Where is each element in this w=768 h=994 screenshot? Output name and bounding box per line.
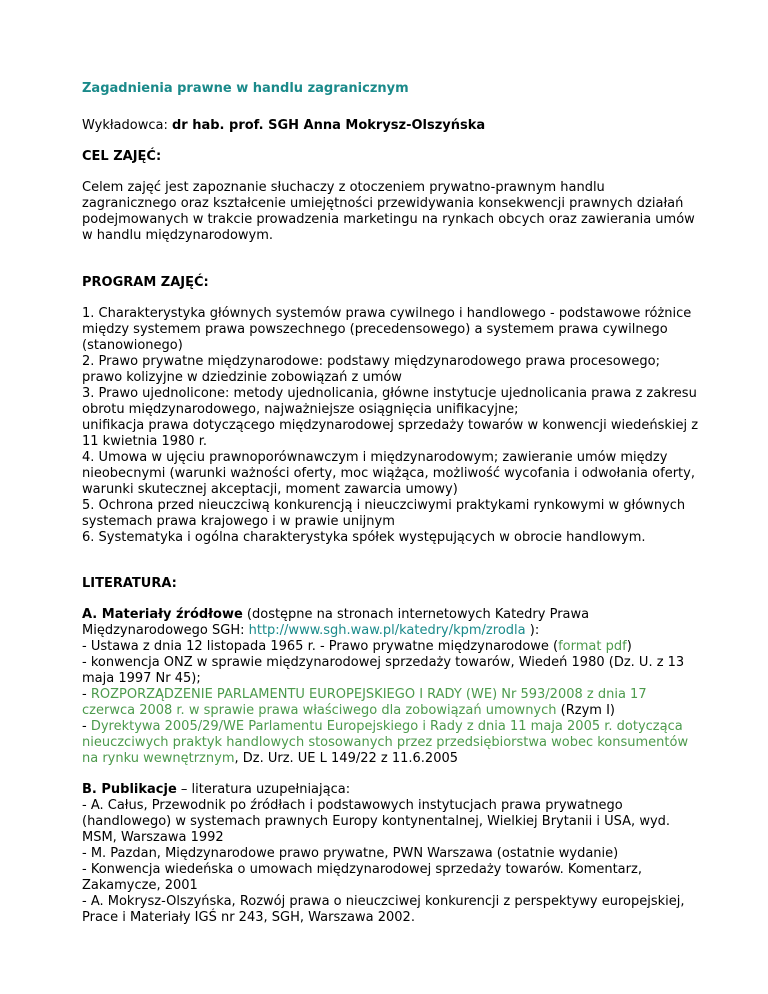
source-item-2: - konwencja ONZ w sprawie międzynarodowej sprzedaży towarów, Wiedeń 1980 (Dz. U. z 13 maja 1997 Nr 45); bbox=[82, 655, 685, 686]
page-title: Zagadnienia prawne w handlu zagranicznym bbox=[82, 81, 409, 96]
publications-label: B. Publikacje bbox=[82, 782, 177, 797]
program-list bbox=[82, 306, 702, 546]
sources-label: A. Materiały źródłowe bbox=[82, 607, 243, 622]
literature-heading: LITERATURA: bbox=[82, 576, 177, 591]
program-item-1: 1. Charakterystyka głównych systemów prawa cywilnego i handlowego - podstawowe różnice między systemem prawa powszechnego (precedensowego) a systemem prawa cywilnego (stanowionego) bbox=[82, 306, 692, 353]
program-item-3: 3. Prawo ujednolicone: metody ujednolicania, główne instytucje ujednolicania prawa z zakresu obrotu międzynarodowego, najważniejsze osiągnięcia unifikacyjne; bbox=[82, 386, 697, 417]
sources-url-link[interactable]: http://www.sgh.waw.pl/katedry/kpm/zrodla bbox=[248, 623, 526, 638]
publication-item: - A. Całus, Przewodnik po źródłach i podstawowych instytucjach prawa prywatnego (handlowego) w systemach prawnych Europy kontynentalnej, Wielkiej Brytanii i USA, wyd. MSM, Warszawa 1992 bbox=[82, 798, 671, 845]
publication-item: - Konwencja wiedeńska o umowach międzynarodowej sprzedaży towarów. Komentarz, Zakamycze, 2001 bbox=[82, 862, 642, 893]
publications-block bbox=[82, 782, 702, 926]
program-item-5: 5. Ochrona przed nieuczciwą konkurencją i nieuczciwymi praktykami rynkowymi w głównych systemach prawa krajowego i w prawie unijnym bbox=[82, 498, 686, 529]
source-item-3-end: (Rzym I) bbox=[556, 703, 615, 718]
goal-heading: CEL ZAJĘĆ: bbox=[82, 149, 162, 164]
sources-block bbox=[82, 607, 702, 767]
program-item-3-cont: unifikacja prawa dotyczącego międzynarodowej sprzedaży towarów w konwencji wiedeńskiej z 11 kwietnia 1980 r. bbox=[82, 418, 699, 449]
program-item-2: 2. Prawo prywatne międzynarodowe: podstawy międzynarodowego prawa procesowego; prawo kolizyjne w dziedzinie zobowiązań z umów bbox=[82, 354, 660, 385]
program-item-6: 6. Systematyka i ogólna charakterystyka spółek występujących w obrocie handlowym. bbox=[82, 530, 646, 545]
source-item-4 bbox=[82, 719, 702, 767]
goal-text: Celem zajęć jest zapoznanie słuchaczy z otoczeniem prywatno-prawnym handlu zagranicznego oraz kształcenie umiejętności przewidywania konsekwencji prawnych działań podejmowanych w trakcie prowadzenia marketingu na rynkach obcych oraz zawierania umów w handlu międzynarodowym. bbox=[82, 180, 695, 243]
publication-item: - M. Pazdan, Międzynarodowe prawo prywatne, PWN Warszawa (ostatnie wydanie) bbox=[82, 846, 619, 861]
source-item-1-end: ) bbox=[626, 639, 632, 654]
program-heading: PROGRAM ZAJĘĆ: bbox=[82, 275, 209, 290]
source-item-3 bbox=[82, 687, 702, 719]
lecturer-name: dr hab. prof. SGH Anna Mokrysz-Olszyńska bbox=[171, 118, 486, 133]
source-item-4-end: , Dz. Urz. UE L 149/22 z 11.6.2005 bbox=[234, 751, 459, 766]
lecturer-label: Wykładowca: bbox=[82, 118, 172, 133]
sources-intro-text: (dostępne na stronach internetowych Katedry Prawa Międzynarodowego SGH: bbox=[82, 607, 590, 638]
format-pdf-link[interactable]: format pdf bbox=[558, 639, 627, 654]
source-item-1 bbox=[82, 639, 702, 655]
source-item-4-prefix: - bbox=[82, 719, 91, 734]
publications-intro bbox=[82, 782, 702, 798]
sources-intro bbox=[82, 607, 702, 639]
rome-i-regulation-link[interactable]: ROZPORZĄDZENIE PARLAMENTU EUROPEJSKIEGO I RADY (WE) Nr 593/2008 z dnia 17 czerwca 2008 r. w sprawie prawa właściwego dla zobowiązań umownych bbox=[82, 687, 647, 718]
sources-intro-end: ): bbox=[525, 623, 540, 638]
publications-intro-text: – literatura uzupełniająca: bbox=[176, 782, 351, 797]
source-item-1-text: - Ustawa z dnia 12 listopada 1965 r. - Prawo prywatne międzynarodowe ( bbox=[82, 639, 559, 654]
directive-link[interactable]: Dyrektywa 2005/29/WE Parlamentu Europejskiego i Rady z dnia 11 maja 2005 r. dotycząca nieuczciwych praktyk handlowych stosowanych przez przedsiębiorstwa wobec konsumentów na rynku wewnętrznym bbox=[82, 719, 689, 766]
lecturer-line bbox=[82, 118, 702, 134]
program-item-4: 4. Umowa w ujęciu prawnoporównawczym i międzynarodowym; zawieranie umów między nieobecnymi (warunki ważności oferty, moc wiążąca, możliwość wycofania i odwołania oferty, warunki skutecznej akceptacji, moment zawarcia umowy) bbox=[82, 450, 695, 497]
source-item-3-prefix: - bbox=[82, 687, 91, 702]
publication-item: - A. Mokrysz-Olszyńska, Rozwój prawa o nieuczciwej konkurencji z perspektywy europejskiej, Prace i Materiały IGŚ nr 243, SGH, Warszawa 2002. bbox=[82, 894, 685, 925]
